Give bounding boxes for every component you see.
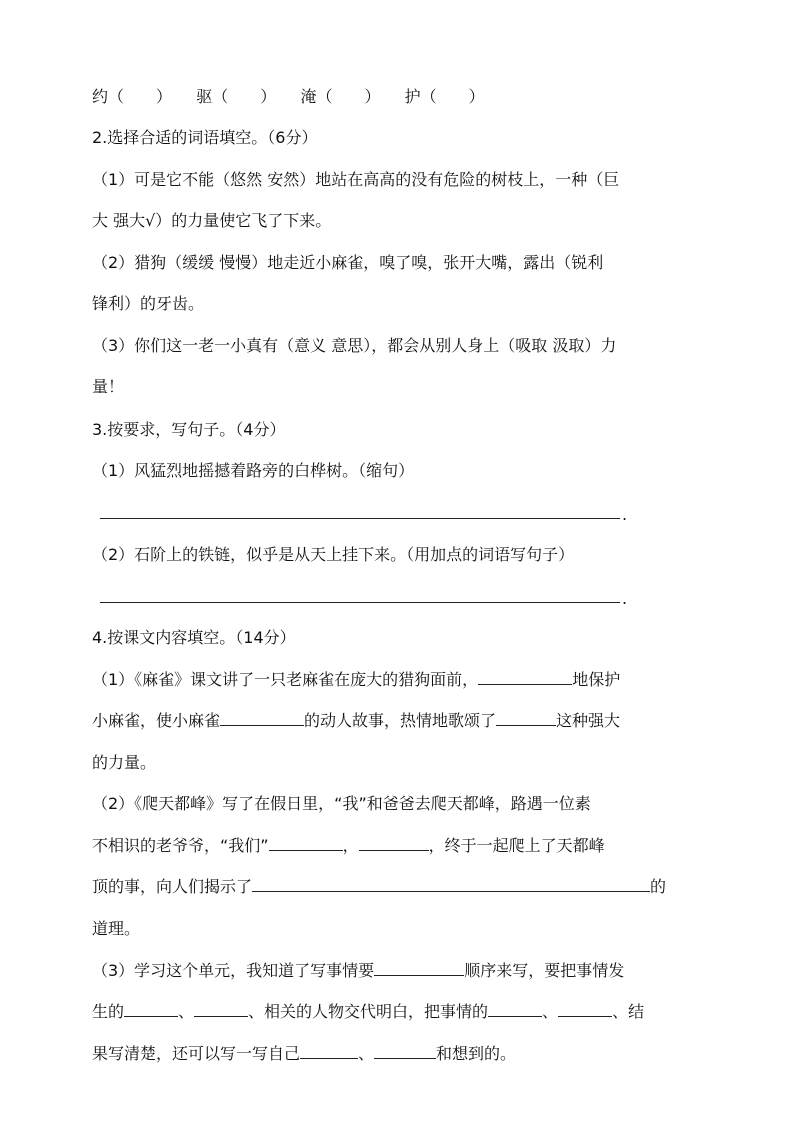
q4-blank-11[interactable]: [558, 1002, 612, 1017]
q4-p2-text-c: ，: [342, 836, 359, 855]
blank-paren-2[interactable]: （ ）: [212, 87, 277, 106]
q4-p3-text-d: 、: [178, 1002, 195, 1021]
q4-p3-text-f: 、: [542, 1002, 559, 1021]
q3-s1-end: .: [622, 505, 628, 524]
q2-s1-line1: （1）可是它不能（悠然 安然）地站在高高的没有危险的树枝上，一种（巨: [92, 170, 620, 189]
q4-p2-text-f: 的: [650, 877, 667, 896]
q3-heading: 3.按要求，写句子。（4分）: [92, 420, 286, 439]
q4-p2-line4: 道理。: [92, 919, 141, 938]
q4-p1-text-b: 地保护: [572, 670, 621, 689]
q3-s2-answer-line[interactable]: [100, 602, 620, 603]
q4-p1-text-c: 小麻雀，使小麻雀: [92, 711, 221, 730]
q2-s2-line1: （2）猎狗（缓缓 慢慢）地走近小麻雀，嗅了嗅，张开大嘴，露出（锐利: [92, 253, 604, 272]
q3-s1-answer-line[interactable]: [100, 518, 620, 519]
q4-p2-line1: （2）《爬天都峰》写了在假日里，“我”和爸爸去爬天都峰，路遇一位素: [92, 794, 591, 813]
q4-p2-line2: [92, 836, 605, 856]
q4-blank-9[interactable]: [194, 1002, 248, 1017]
q4-p1-text-e: 这种强大: [556, 711, 621, 730]
q4-p2-line3: [92, 877, 666, 897]
q4-p2-text-e: 顶的事，向人们揭示了: [92, 877, 253, 896]
q4-p2-text-d: ，终于一起爬上了天都峰: [428, 836, 605, 855]
q4-blank-8[interactable]: [124, 1002, 178, 1017]
q4-p3-text-j: 和想到的。: [436, 1044, 517, 1063]
char-yue: 约: [92, 87, 109, 106]
q4-blank-10[interactable]: [488, 1002, 542, 1017]
q4-blank-7[interactable]: [374, 961, 464, 976]
q2-heading: 2.选择合适的词语填空。（6分）: [92, 128, 318, 147]
q4-p1-line2: [92, 711, 620, 731]
q4-p1-text-a: （1）《麻雀》课文讲了一只老麻雀在庞大的猎狗面前，: [92, 670, 479, 689]
q4-p3-line2: [92, 1002, 644, 1022]
q2-s1-line2: 大 强大√）的力量使它飞了下来。: [92, 211, 332, 230]
char-yan: 淹: [300, 87, 317, 106]
q3-s2: （2）石阶上的铁链，似乎是从天上挂下来。（用加点的词语写句子）: [92, 545, 575, 564]
pinyin-row: [92, 87, 485, 107]
q2-s2-line2: 锋利）的牙齿。: [92, 294, 205, 313]
q4-blank-13[interactable]: [374, 1044, 436, 1059]
q4-p3-line1: [92, 961, 624, 981]
q4-p3-text-g: 、结: [612, 1002, 645, 1021]
q4-p2-text-b: 不相识的老爷爷，“我们”: [92, 836, 269, 855]
q4-heading: 4.按课文内容填空。（14分）: [92, 628, 296, 647]
q4-blank-6[interactable]: [252, 877, 650, 892]
q2-s3-line2: 量！: [92, 377, 125, 396]
char-hu: 护: [404, 87, 421, 106]
q4-p1-line3: 的力量。: [92, 753, 157, 772]
q4-p3-text-b: 顺序来写，要把事情发: [464, 961, 625, 980]
q4-p1-line1: [92, 670, 620, 690]
q4-blank-2[interactable]: [220, 711, 304, 726]
q4-blank-4[interactable]: [269, 836, 343, 851]
q4-p3-text-i: 、: [358, 1044, 375, 1063]
q4-blank-12[interactable]: [300, 1044, 358, 1059]
q4-blank-5[interactable]: [359, 836, 429, 851]
blank-paren-3[interactable]: （ ）: [316, 87, 381, 106]
blank-paren-1[interactable]: （ ）: [108, 87, 173, 106]
q4-p3-text-a: （3）学习这个单元，我知道了写事情要: [92, 961, 375, 980]
q4-p3-text-h: 果写清楚，还可以写一写自己: [92, 1044, 301, 1063]
q4-p3-text-c: 生的: [92, 1002, 125, 1021]
char-qu: 驱: [196, 87, 213, 106]
q2-s3-line1: （3）你们这一老一小真有（意义 意思），都会从别人身上（吸取 汲取）力: [92, 336, 617, 355]
blank-paren-4[interactable]: （ ）: [420, 87, 485, 106]
q4-p3-text-e: 、相关的人物交代明白，把事情的: [248, 1002, 489, 1021]
q3-s1: （1）风猛烈地摇撼着路旁的白桦树。（缩句）: [92, 461, 415, 480]
q3-s2-end: .: [622, 589, 628, 608]
q4-p3-line3: [92, 1044, 516, 1064]
q4-p1-text-d: 的动人故事，热情地歌颂了: [304, 711, 497, 730]
q4-blank-3[interactable]: [496, 711, 556, 726]
q4-blank-1[interactable]: [478, 670, 572, 685]
